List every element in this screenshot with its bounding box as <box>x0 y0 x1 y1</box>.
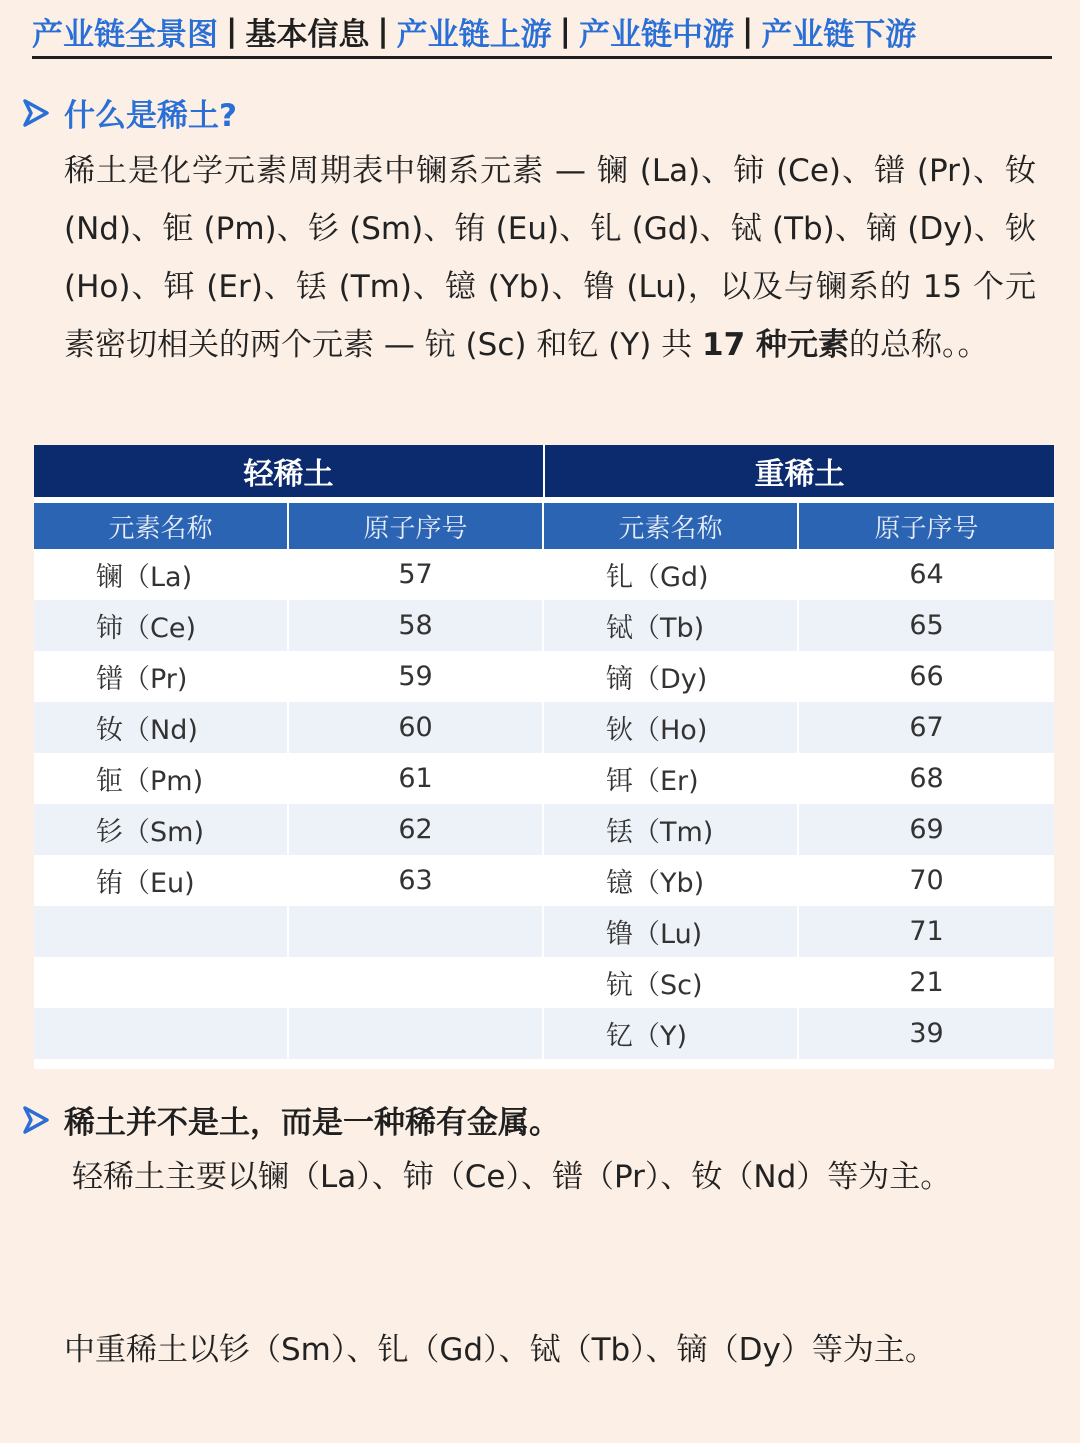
heavy-element-number: 66 <box>909 661 944 692</box>
intro-end: 的总称。。 <box>848 327 989 363</box>
table-row <box>34 957 1054 1008</box>
table-row <box>34 600 1054 651</box>
arrow-right-icon <box>20 1105 50 1135</box>
table-row <box>34 1008 1054 1059</box>
group-light-rare-earth: 轻稀土 <box>34 445 545 497</box>
heavy-element-number: 68 <box>909 763 944 794</box>
table-row <box>34 855 1054 906</box>
heavy-element-name: 镥（Lu) <box>544 906 799 957</box>
col-header-heavy-number: 原子序号 <box>874 513 979 544</box>
table-group-header <box>34 445 1054 497</box>
light-element-number: 57 <box>289 549 544 600</box>
nav-item-basic-info[interactable]: 基本信息 <box>245 16 370 53</box>
light-element-number: 63 <box>289 855 544 906</box>
light-element-name: 镧（La) <box>34 549 289 600</box>
section-heading-what-is-rare-earth <box>20 90 237 135</box>
nav-item-downstream[interactable]: 产业链下游 <box>761 16 917 53</box>
heavy-element-number: 67 <box>909 712 944 743</box>
rare-earth-table <box>34 445 1054 1069</box>
heavy-element-name: 钬（Ho) <box>544 702 799 753</box>
col-header-light-number: 原子序号 <box>289 503 544 549</box>
light-element-number: 59 <box>289 651 544 702</box>
heavy-element-number: 21 <box>909 967 944 998</box>
heavy-element-number: 39 <box>909 1018 944 1049</box>
nav-item-midstream[interactable]: 产业链中游 <box>578 16 734 53</box>
intro-paragraph <box>64 142 1036 374</box>
heavy-element-number: 71 <box>909 916 944 947</box>
table-row <box>34 753 1054 804</box>
top-nav <box>32 8 1052 54</box>
section-title: 稀土并不是土，而是一种稀有金属。 <box>64 1105 560 1141</box>
light-element-number <box>289 1008 544 1059</box>
heavy-element-number: 65 <box>909 610 944 641</box>
heavy-element-name: 铥（Tm) <box>544 804 799 855</box>
light-element-number <box>289 957 544 1008</box>
nav-underline <box>32 56 1052 59</box>
light-element-name: 铈（Ce) <box>34 600 289 651</box>
heavy-element-number: 70 <box>909 865 944 896</box>
light-element-name: 铕（Eu) <box>34 855 289 906</box>
table-row <box>34 702 1054 753</box>
col-header-light-name: 元素名称 <box>34 503 289 549</box>
light-element-number: 61 <box>289 753 544 804</box>
heavy-element-name: 铒（Er) <box>544 753 799 804</box>
table-row <box>34 651 1054 702</box>
table-row <box>34 804 1054 855</box>
heavy-element-name: 镝（Dy) <box>544 651 799 702</box>
heavy-element-name: 铽（Tb) <box>544 600 799 651</box>
light-element-number: 58 <box>289 600 544 651</box>
nav-separator: | <box>741 13 754 49</box>
nav-separator: | <box>226 13 238 49</box>
nav-item-panorama[interactable]: 产业链全景图 <box>32 16 218 53</box>
light-element-name <box>34 906 289 957</box>
heavy-rare-earth-paragraph: 中重稀土以钐（Sm）、钆（Gd）、铽（Tb）、镝（Dy）等为主。 <box>64 1332 936 1368</box>
table-row <box>34 906 1054 957</box>
group-heavy-rare-earth: 重稀土 <box>754 457 845 492</box>
heavy-element-number: 69 <box>909 814 944 845</box>
light-element-name: 钐（Sm) <box>34 804 289 855</box>
light-element-name <box>34 957 289 1008</box>
nav-separator: | <box>377 13 389 49</box>
section-heading-rare-metal <box>20 1097 560 1142</box>
heavy-element-name: 钪（Sc) <box>544 957 799 1008</box>
heavy-element-name: 镱（Yb) <box>544 855 799 906</box>
table-body <box>34 549 1054 1059</box>
table-row <box>34 549 1054 600</box>
light-element-name: 镨（Pr) <box>34 651 289 702</box>
nav-item-upstream[interactable]: 产业链上游 <box>396 16 552 53</box>
light-element-number <box>289 906 544 957</box>
light-element-name <box>34 1008 289 1059</box>
light-element-name: 钷（Pm) <box>34 753 289 804</box>
arrow-right-icon <box>20 98 50 128</box>
col-header-heavy-name: 元素名称 <box>544 503 799 549</box>
heavy-element-name: 钆（Gd) <box>544 549 799 600</box>
light-rare-earth-paragraph: 轻稀土主要以镧（La）、铈（Ce）、镨（Pr）、钕（Nd）等为主。 <box>72 1159 952 1195</box>
heavy-element-number: 64 <box>909 559 944 590</box>
intro-bold-count: 17 种元素 <box>702 327 849 363</box>
heavy-element-name: 钇（Y) <box>544 1008 799 1059</box>
intro-text: 稀土是化学元素周期表中镧系元素 — 镧 (La)、铈 (Ce)、镨 (Pr)、钕 (Nd)、钷 (Pm)、钐 (Sm)、铕 (Eu)、钆 (Gd)、铽 (Tb)、镝 (Dy)、钬 (Ho)、铒 (Er)、铥 (Tm)、镱 (Yb)、镥 (Lu)，以及与镧系的 15 个元素密切相关的两个元素 — 钪 (Sc) 和钇 (Y) 共 <box>64 153 1036 363</box>
light-element-number: 62 <box>289 804 544 855</box>
light-element-name: 钕（Nd) <box>34 702 289 753</box>
light-element-number: 60 <box>289 702 544 753</box>
nav-separator: | <box>559 13 571 49</box>
section-title: 什么是稀土? <box>64 98 237 134</box>
table-column-header <box>34 503 1054 549</box>
